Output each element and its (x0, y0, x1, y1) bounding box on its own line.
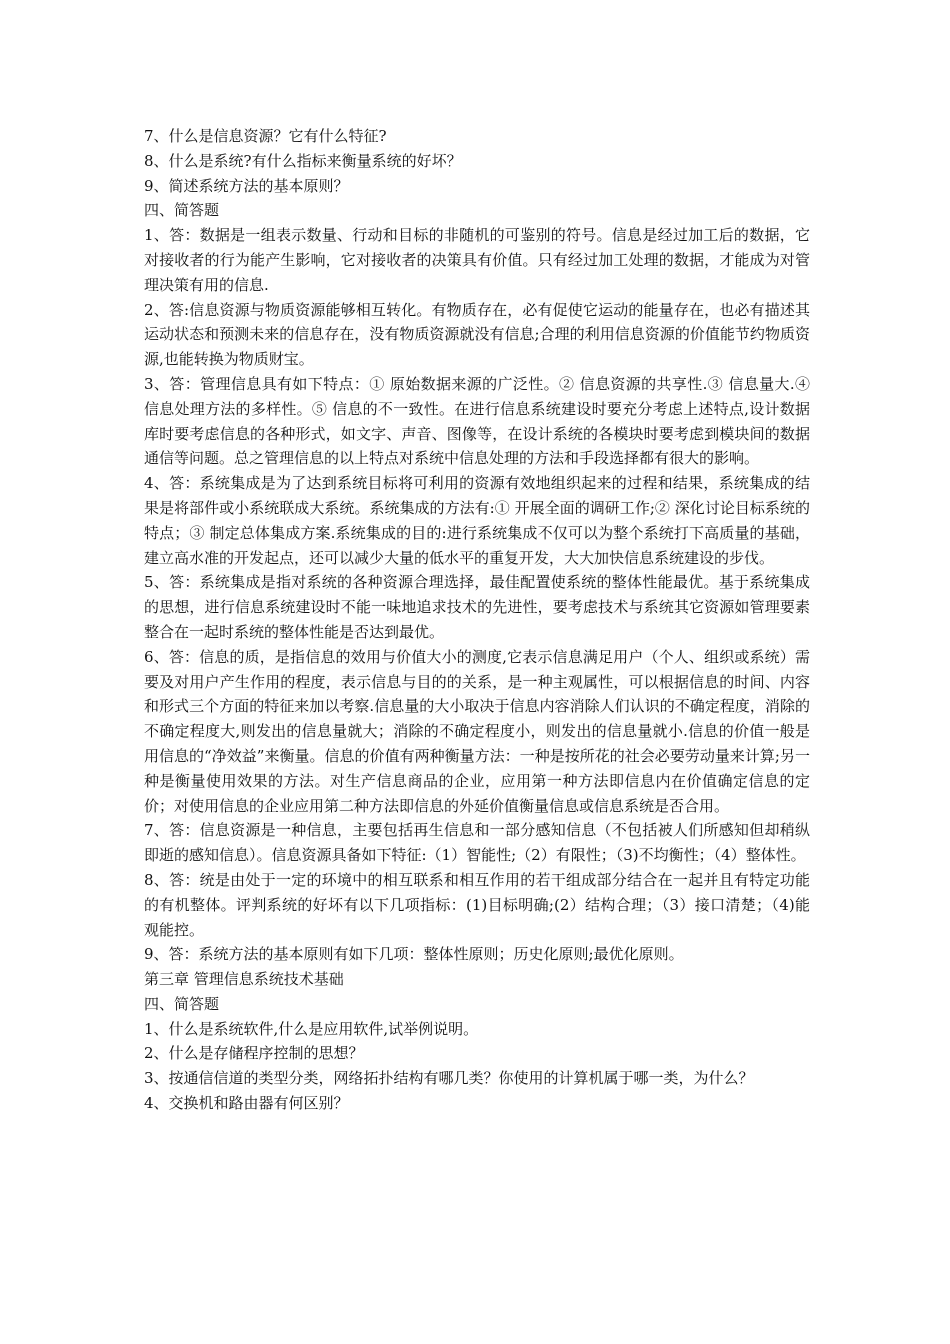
answer-3: 3、答：管理信息具有如下特点：① 原始数据来源的广泛性。② 信息资源的共享性.③ 信息量大.④ 信息处理方法的多样性。⑤ 信息的不一致性。在进行信息系统建设时要充分考虑上述特点,设计数据库时要考虑信息的各种形式，如文字、声音、图像等，在设计系统的各模块时要考虑到模块间的数据通信等问题。总之管理信息的以上特点对系统中信息处理的方法和手段选择都有很大的影响。 (144, 374, 810, 468)
question-7: 7、什么是信息资源？它有什么特征? (144, 127, 387, 145)
question-9: 9、简述系统方法的基本原则？ (144, 176, 349, 195)
chapter3-question-1: 1、什么是系统软件,什么是应用软件,试举例说明。 (144, 1019, 479, 1038)
section-heading: 四、简答题 (144, 994, 220, 1013)
answer-1: 1、答：数据是一组表示数量、行动和目标的非随机的可鉴别的符号。信息是经过加工后的数据，它对接收者的行为能产生影响，它对接收者的决策具有价值。只有经过加工处理的数据，才能成为对管理决策有用的信息. (144, 226, 810, 294)
section-heading: 四、简答题 (144, 201, 220, 220)
document-body (144, 124, 810, 1116)
question-8: 8、什么是系统?有什么指标来衡量系统的好坏？ (144, 151, 462, 170)
answer-8: 8、答：统是由处于一定的环境中的相互联系和相互作用的若干组成部分结合在一起并且有特定功能的有机整体。评判系统的好坏有以下几项指标：(1)目标明确;(2）结构合理；（3）接口清楚；（4)能观能控。 (144, 870, 810, 939)
answer-6: 6、答：信息的质，是指信息的效用与价值大小的测度,它表示信息满足用户（个人、组织或系统）需要及对用户产生作用的程度，表示信息与目的的关系，是一种主观属性，可以根据信息的时间、内容和形式三个方面的特征来加以考察.信息量的大小取决于信息内容消除人们认识的不确定程度，消除的不确定程度大,则发出的信息量就大；消除的不确定程度小，则发出的信息量就小.信息的价值一般是用信息的“净效益”来衡量。信息的价值有两种衡量方法：一种是按所花的社会必要劳动量来计算;另一种是衡量使用效果的方法。对生产信息商品的企业，应用第一种方法即信息内在价值确定信息的定价；对使用信息的企业应用第二种方法即信息的外延价值衡量信息或信息系统是否合用。 (144, 647, 810, 815)
chapter3-question-4: 4、交换机和路由器有何区别？ (144, 1094, 349, 1113)
answer-7: 7、答：信息资源是一种信息，主要包括再生信息和一部分感知信息（不包括被人们所感知但却稍纵即逝的感知信息）。信息资源具备如下特征:（1）智能性;（2）有限性；（3)不均衡性；（4）整体性。 (144, 821, 810, 865)
chapter-title: 第三章 管理信息系统技术基础 (144, 970, 344, 989)
answer-4: 4、答：系统集成是为了达到系统目标将可利用的资源有效地组织起来的过程和结果，系统集成的结果是将部件或小系统联成大系统。系统集成的方法有:① 开展全面的调研工作;② 深化讨论目标系统的特点；③ 制定总体集成方案.系统集成的目的:进行系统集成不仅可以为整个系统打下高质量的基础，建立高水准的开发起点，还可以减少大量的低水平的重复开发，大大加快信息系统建设的步伐。 (144, 474, 810, 567)
answer-9: 9、答：系统方法的基本原则有如下几项：整体性原则；历史化原则;最优化原则。 (144, 945, 684, 964)
answer-2: 2、答:信息资源与物质资源能够相互转化。有物质存在，必有促使它运动的能量存在，也必有描述其运动状态和预测未来的信息存在，没有物质资源就没有信息;合理的利用信息资源的价值能节约物质资源,也能转换为物质财宝。 (144, 300, 810, 369)
chapter3-question-3: 3、按通信信道的类型分类，网络拓扑结构有哪几类？你使用的计算机属于哪一类，为什么？ (144, 1069, 754, 1088)
answer-5: 5、答：系统集成是指对系统的各种资源合理选择，最佳配置使系统的整体性能最优。基于系统集成的思想，进行信息系统建设时不能一味地追求技术的先进性，要考虑技术与系统其它资源如管理要素整合在一起时系统的整体性能是否达到最优。 (144, 573, 810, 641)
chapter3-question-2: 2、什么是存储程序控制的思想？ (144, 1044, 364, 1063)
